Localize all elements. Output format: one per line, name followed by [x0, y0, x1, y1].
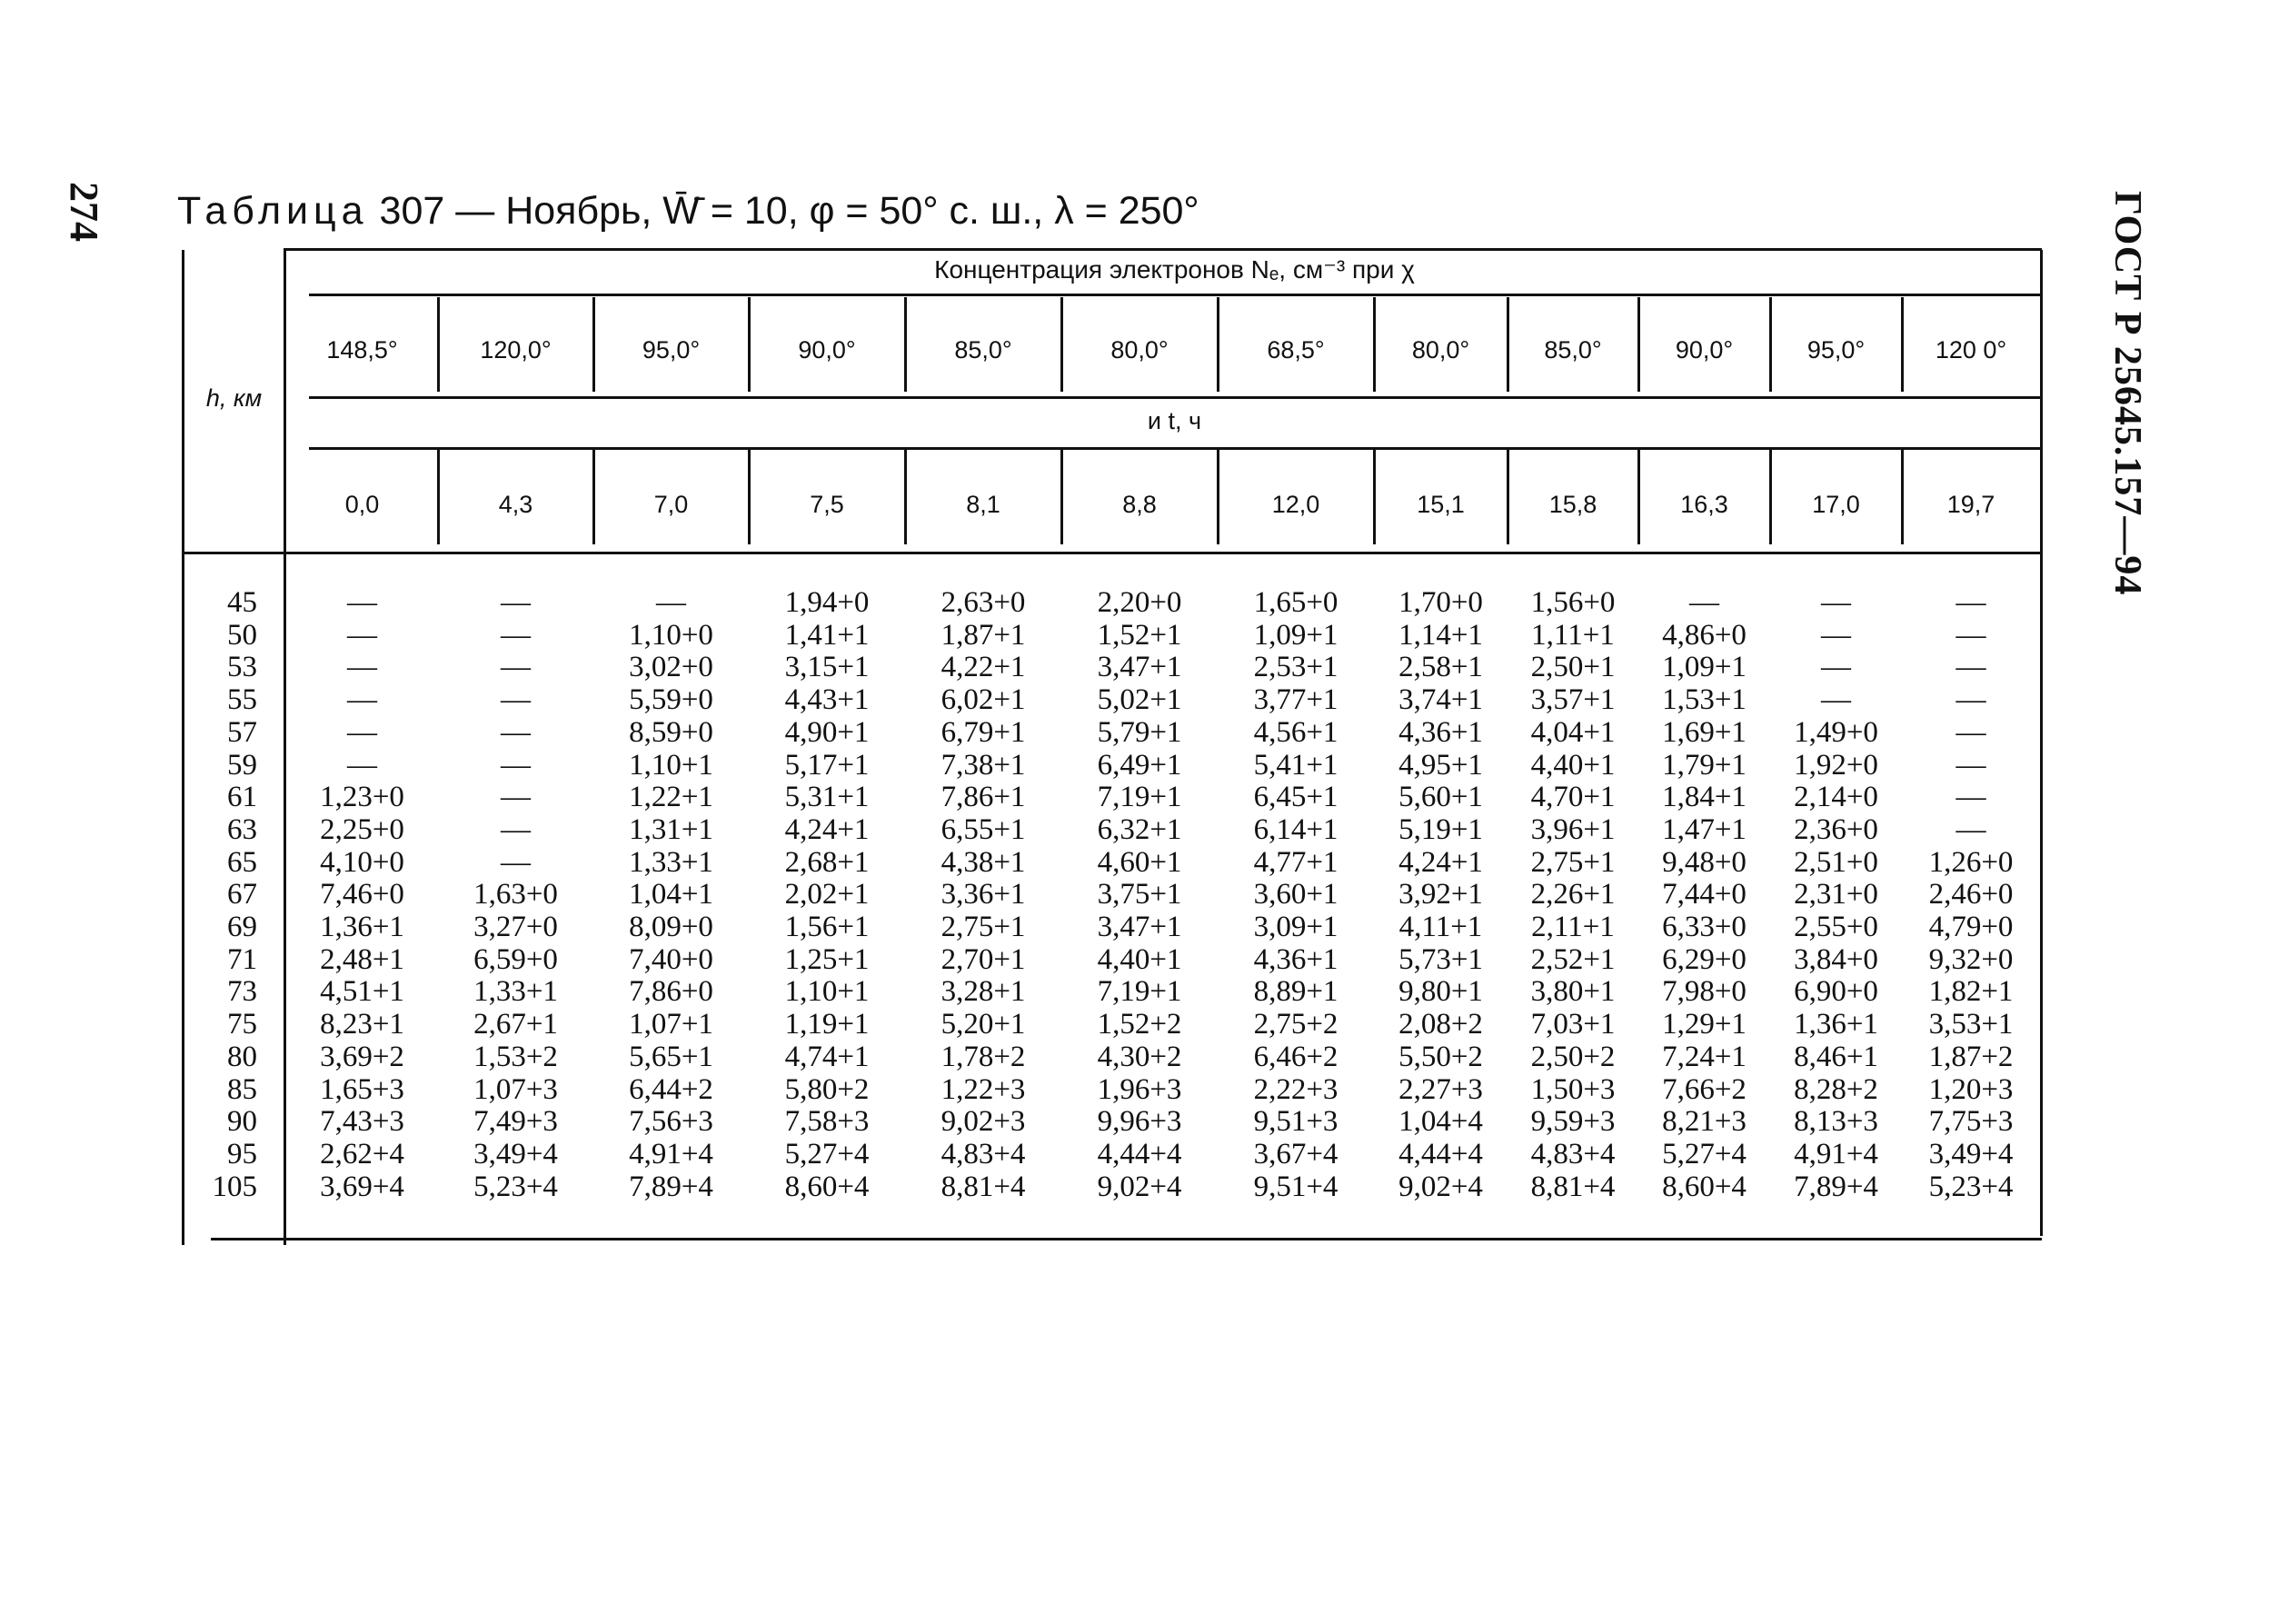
- density-cell: 5,41+1: [1253, 749, 1339, 782]
- density-cell: 1,09+1: [1253, 619, 1339, 652]
- density-cell: 5,50+2: [1398, 1041, 1483, 1073]
- density-cell: 4,95+1: [1398, 749, 1483, 782]
- density-cell: 6,33+0: [1662, 911, 1747, 943]
- density-cell: 1,22+1: [629, 781, 713, 813]
- density-cell: 3,02+0: [629, 651, 713, 683]
- density-cell: 8,28+2: [1794, 1073, 1878, 1106]
- density-cell: 2,50+2: [1530, 1041, 1616, 1073]
- density-cell: 8,21+3: [1662, 1105, 1747, 1138]
- density-cell: 3,36+1: [940, 878, 1026, 911]
- h-value-cell: 73: [227, 975, 257, 1008]
- density-cell: —: [1821, 683, 1851, 716]
- density-cell: 1,56+1: [784, 911, 870, 943]
- h-value-cell: 61: [227, 781, 257, 813]
- h-value-cell: 105: [212, 1171, 257, 1203]
- density-cell: 1,65+0: [1253, 586, 1339, 619]
- h-value-cell: 55: [227, 683, 257, 716]
- density-cell: —: [1956, 749, 1986, 782]
- density-cell: 6,79+1: [940, 716, 1026, 749]
- density-cell: 1,94+0: [784, 586, 870, 619]
- density-cell: 1,82+1: [1928, 975, 2014, 1008]
- density-cell: —: [1956, 683, 1986, 716]
- header-column-divider: [1637, 297, 1640, 392]
- density-cell: 3,09+1: [1253, 911, 1339, 943]
- density-cell: 7,49+3: [473, 1105, 558, 1138]
- density-cell: 4,90+1: [784, 716, 870, 749]
- chi-value-cell: 95,0°: [642, 336, 701, 364]
- density-cell: 1,36+1: [1794, 1008, 1878, 1041]
- density-cell: 4,40+1: [1097, 943, 1182, 976]
- density-cell: 2,75+2: [1253, 1008, 1339, 1041]
- density-cell: 4,24+1: [784, 813, 870, 846]
- density-cell: 3,77+1: [1253, 683, 1339, 716]
- density-cell: 7,89+4: [629, 1171, 713, 1203]
- density-cell: 4,22+1: [940, 651, 1026, 683]
- h-value-cell: 90: [227, 1105, 257, 1138]
- density-cell: —: [1689, 586, 1719, 619]
- chi-value-cell: 68,5°: [1267, 336, 1325, 364]
- density-cell: 1,33+1: [629, 846, 713, 879]
- density-cell: 3,53+1: [1928, 1008, 2014, 1041]
- density-cell: 3,27+0: [473, 911, 558, 943]
- density-cell: 1,10+0: [629, 619, 713, 652]
- density-cell: 2,25+0: [320, 813, 404, 846]
- density-cell: 4,04+1: [1530, 716, 1616, 749]
- header-column-divider: [592, 297, 595, 392]
- density-cell: 7,98+0: [1662, 975, 1747, 1008]
- h-header: h, км: [205, 384, 263, 412]
- density-cell: 1,29+1: [1662, 1008, 1747, 1041]
- density-cell: 4,38+1: [940, 846, 1026, 879]
- density-cell: —: [1956, 781, 1986, 813]
- density-cell: —: [1821, 586, 1851, 619]
- density-cell: 1,56+0: [1530, 586, 1616, 619]
- density-cell: 6,02+1: [940, 683, 1026, 716]
- h-value-cell: 85: [227, 1073, 257, 1106]
- density-cell: 3,75+1: [1097, 878, 1182, 911]
- h-value-cell: 59: [227, 749, 257, 782]
- header-column-divider: [437, 297, 440, 392]
- density-cell: 2,36+0: [1794, 813, 1878, 846]
- density-cell: —: [501, 586, 531, 619]
- density-cell: 4,86+0: [1662, 619, 1747, 652]
- h-value-cell: 53: [227, 651, 257, 683]
- density-cell: 6,59+0: [473, 943, 558, 976]
- density-cell: 7,58+3: [784, 1105, 870, 1138]
- density-cell: 9,02+4: [1398, 1171, 1483, 1203]
- density-cell: 5,60+1: [1398, 781, 1483, 813]
- density-cell: 3,47+1: [1097, 911, 1182, 943]
- t-value-cell: 7,0: [653, 491, 689, 518]
- density-cell: 2,11+1: [1531, 911, 1615, 943]
- density-cell: 6,55+1: [940, 813, 1026, 846]
- density-cell: 2,27+3: [1398, 1073, 1483, 1106]
- density-cell: 5,19+1: [1398, 813, 1483, 846]
- density-cell: 7,19+1: [1097, 975, 1182, 1008]
- density-cell: 8,60+4: [784, 1171, 870, 1203]
- density-cell: 1,65+3: [320, 1073, 404, 1106]
- density-cell: 2,02+1: [784, 878, 870, 911]
- header-column-divider: [904, 297, 907, 392]
- density-cell: 2,58+1: [1398, 651, 1483, 683]
- density-cell: 5,02+1: [1097, 683, 1182, 716]
- chi-value-cell: 120,0°: [480, 336, 552, 364]
- density-cell: 2,46+0: [1928, 878, 2014, 911]
- density-cell: —: [501, 683, 531, 716]
- density-cell: 9,80+1: [1398, 975, 1483, 1008]
- density-cell: 4,83+4: [940, 1138, 1026, 1171]
- density-cell: —: [1821, 619, 1851, 652]
- density-cell: —: [1956, 716, 1986, 749]
- density-cell: 1,23+0: [320, 781, 404, 813]
- density-cell: 1,07+1: [629, 1008, 713, 1041]
- density-cell: 4,10+0: [320, 846, 404, 879]
- h-value-cell: 95: [227, 1138, 257, 1171]
- density-cell: —: [501, 619, 531, 652]
- t-header-rule: [309, 447, 2040, 450]
- density-cell: 5,73+1: [1398, 943, 1483, 976]
- density-cell: —: [1821, 651, 1851, 683]
- density-cell: —: [347, 586, 377, 619]
- density-cell: 3,28+1: [940, 975, 1026, 1008]
- density-cell: 3,80+1: [1530, 975, 1616, 1008]
- density-cell: 7,24+1: [1662, 1041, 1747, 1073]
- density-cell: 1,41+1: [784, 619, 870, 652]
- density-cell: —: [347, 651, 377, 683]
- header-bottom-rule: [182, 552, 2040, 554]
- density-cell: 6,46+2: [1253, 1041, 1339, 1073]
- density-cell: —: [501, 846, 531, 879]
- density-cell: —: [347, 619, 377, 652]
- density-cell: 7,75+3: [1928, 1105, 2014, 1138]
- chi-value-cell: 148,5°: [326, 336, 398, 364]
- density-cell: 1,49+0: [1794, 716, 1878, 749]
- density-cell: 2,75+1: [940, 911, 1026, 943]
- density-cell: 8,23+1: [320, 1008, 404, 1041]
- density-cell: 5,31+1: [784, 781, 870, 813]
- h-value-cell: 80: [227, 1041, 257, 1073]
- density-cell: 2,50+1: [1530, 651, 1616, 683]
- density-cell: 8,60+4: [1662, 1171, 1747, 1203]
- density-cell: 3,15+1: [784, 651, 870, 683]
- density-cell: 2,22+3: [1253, 1073, 1339, 1106]
- page-number: 274: [62, 182, 106, 242]
- density-cell: 6,49+1: [1097, 749, 1182, 782]
- table-right-border: [2040, 250, 2043, 1236]
- density-cell: 7,86+1: [940, 781, 1026, 813]
- h-value-cell: 45: [227, 586, 257, 619]
- table-bottom-rule: [211, 1238, 2042, 1240]
- density-cell: 4,60+1: [1097, 846, 1182, 879]
- density-cell: 8,46+1: [1794, 1041, 1878, 1073]
- chi-value-cell: 95,0°: [1806, 336, 1866, 364]
- density-cell: 3,84+0: [1794, 943, 1878, 976]
- h-value-cell: 67: [227, 878, 257, 911]
- standard-code: ГОСТ Р 25645.157—94: [2106, 191, 2148, 596]
- density-cell: 4,30+2: [1097, 1041, 1182, 1073]
- density-cell: 2,53+1: [1253, 651, 1339, 683]
- density-cell: 7,40+0: [629, 943, 713, 976]
- density-cell: 4,44+4: [1398, 1138, 1483, 1171]
- density-cell: 1,53+2: [473, 1041, 558, 1073]
- density-cell: 9,59+3: [1530, 1105, 1616, 1138]
- density-cell: 5,65+1: [629, 1041, 713, 1073]
- density-cell: 8,89+1: [1253, 975, 1339, 1008]
- density-cell: —: [1956, 586, 1986, 619]
- density-cell: 9,48+0: [1662, 846, 1747, 879]
- density-cell: 6,14+1: [1253, 813, 1339, 846]
- density-cell: 9,96+3: [1097, 1105, 1182, 1138]
- density-cell: 8,09+0: [629, 911, 713, 943]
- h-value-cell: 75: [227, 1008, 257, 1041]
- density-cell: 1,04+4: [1398, 1105, 1483, 1138]
- density-cell: —: [501, 716, 531, 749]
- density-cell: 3,74+1: [1398, 683, 1483, 716]
- density-cell: 5,23+4: [473, 1171, 558, 1203]
- density-cell: 1,69+1: [1662, 716, 1747, 749]
- density-cell: 4,43+1: [784, 683, 870, 716]
- density-cell: 1,20+3: [1928, 1073, 2014, 1106]
- density-cell: 1,52+1: [1097, 619, 1182, 652]
- density-cell: 5,27+4: [784, 1138, 870, 1171]
- chi-value-cell: 85,0°: [1544, 336, 1602, 364]
- density-cell: —: [501, 781, 531, 813]
- t-value-cell: 7,5: [810, 491, 844, 518]
- density-cell: 7,03+1: [1530, 1008, 1616, 1041]
- density-cell: —: [347, 749, 377, 782]
- t-value-cell: 17,0: [1812, 491, 1860, 518]
- density-cell: 8,81+4: [1530, 1171, 1616, 1203]
- density-cell: 7,43+3: [320, 1105, 404, 1138]
- h-value-cell: 71: [227, 943, 257, 976]
- density-cell: 2,62+4: [320, 1138, 404, 1171]
- density-cell: 2,20+0: [1097, 586, 1182, 619]
- density-cell: 3,96+1: [1530, 813, 1616, 846]
- density-cell: 2,48+1: [320, 943, 404, 976]
- density-cell: 8,13+3: [1794, 1105, 1878, 1138]
- header-column-divider: [748, 297, 751, 392]
- t-value-cell: 12,0: [1271, 491, 1320, 518]
- chi-value-cell: 120 0°: [1935, 336, 2007, 364]
- density-cell: 3,92+1: [1398, 878, 1483, 911]
- density-cell: 1,79+1: [1662, 749, 1747, 782]
- density-cell: 1,87+1: [940, 619, 1026, 652]
- density-cell: 9,51+4: [1253, 1171, 1339, 1203]
- table-caption: [177, 189, 1199, 234]
- density-cell: 4,56+1: [1253, 716, 1339, 749]
- density-cell: 1,47+1: [1662, 813, 1747, 846]
- density-cell: 1,19+1: [784, 1008, 870, 1041]
- caption-rest: 307 — Ноябрь, W̄̄ = 10, φ = 50° с. ш., λ = 250°: [368, 189, 1199, 233]
- chi-value-cell: 90,0°: [1675, 336, 1734, 364]
- density-cell: —: [347, 683, 377, 716]
- density-cell: 7,19+1: [1097, 781, 1182, 813]
- h-value-cell: 65: [227, 846, 257, 879]
- density-cell: 6,44+2: [629, 1073, 713, 1106]
- header-column-divider: [1217, 297, 1219, 392]
- density-cell: —: [501, 749, 531, 782]
- header-column-divider: [1507, 297, 1509, 392]
- density-cell: 1,22+3: [940, 1073, 1026, 1106]
- density-cell: 7,86+0: [629, 975, 713, 1008]
- density-cell: 5,23+4: [1928, 1171, 2014, 1203]
- density-cell: 6,90+0: [1794, 975, 1878, 1008]
- density-cell: 4,44+4: [1097, 1138, 1182, 1171]
- density-cell: 5,79+1: [1097, 716, 1182, 749]
- density-cell: 1,04+1: [629, 878, 713, 911]
- h-value-cell: 57: [227, 716, 257, 749]
- density-cell: 2,08+2: [1398, 1008, 1483, 1041]
- density-cell: 4,70+1: [1530, 781, 1616, 813]
- density-cell: 1,53+1: [1662, 683, 1747, 716]
- density-cell: 2,63+0: [940, 586, 1026, 619]
- density-cell: 3,69+4: [320, 1171, 404, 1203]
- caption-prefix: Таблица: [177, 189, 369, 233]
- density-cell: 2,55+0: [1794, 911, 1878, 943]
- density-cell: —: [1956, 813, 1986, 846]
- density-cell: 2,51+0: [1794, 846, 1878, 879]
- density-cell: 1,63+0: [473, 878, 558, 911]
- table-left-border: [182, 250, 184, 1245]
- density-cell: 6,29+0: [1662, 943, 1747, 976]
- density-cell: 7,44+0: [1662, 878, 1747, 911]
- density-cell: 2,70+1: [940, 943, 1026, 976]
- density-cell: —: [347, 716, 377, 749]
- density-cell: 8,81+4: [940, 1171, 1026, 1203]
- density-cell: 6,32+1: [1097, 813, 1182, 846]
- density-cell: 1,78+2: [940, 1041, 1026, 1073]
- density-cell: 5,17+1: [784, 749, 870, 782]
- density-cell: 1,52+2: [1097, 1008, 1182, 1041]
- density-cell: —: [501, 813, 531, 846]
- table-top-rule: [284, 248, 2042, 251]
- density-cell: 1,50+3: [1530, 1073, 1616, 1106]
- density-cell: 2,26+1: [1530, 878, 1616, 911]
- density-cell: 9,32+0: [1928, 943, 2014, 976]
- density-cell: 3,60+1: [1253, 878, 1339, 911]
- density-cell: 1,26+0: [1928, 846, 2014, 879]
- t-header: и t, ч: [1147, 407, 1202, 434]
- density-cell: 3,57+1: [1530, 683, 1616, 716]
- density-cell: 1,09+1: [1662, 651, 1747, 683]
- t-value-cell: 15,1: [1417, 491, 1465, 518]
- header-column-divider: [1373, 297, 1376, 392]
- density-cell: 4,79+0: [1928, 911, 2014, 943]
- density-cell: 1,36+1: [320, 911, 404, 943]
- density-cell: 2,67+1: [473, 1008, 558, 1041]
- header-column-divider: [1769, 297, 1772, 392]
- density-cell: 1,84+1: [1662, 781, 1747, 813]
- h-value-cell: 69: [227, 911, 257, 943]
- density-cell: 2,68+1: [784, 846, 870, 879]
- chi-value-cell: 85,0°: [954, 336, 1012, 364]
- density-cell: 4,40+1: [1530, 749, 1616, 782]
- density-cell: 1,10+1: [629, 749, 713, 782]
- density-cell: 3,69+2: [320, 1041, 404, 1073]
- density-cell: 7,66+2: [1662, 1073, 1747, 1106]
- density-cell: 5,59+0: [629, 683, 713, 716]
- density-cell: 4,91+4: [629, 1138, 713, 1171]
- density-cell: 7,46+0: [320, 878, 404, 911]
- density-cell: 4,77+1: [1253, 846, 1339, 879]
- density-cell: 4,51+1: [320, 975, 404, 1008]
- density-cell: 5,27+4: [1662, 1138, 1747, 1171]
- density-cell: —: [656, 586, 686, 619]
- density-cell: 1,70+0: [1398, 586, 1483, 619]
- density-cell: 5,80+2: [784, 1073, 870, 1106]
- t-value-cell: 0,0: [344, 491, 380, 518]
- chi-value-cell: 90,0°: [798, 336, 856, 364]
- density-cell: 1,31+1: [629, 813, 713, 846]
- density-cell: 1,96+3: [1097, 1073, 1182, 1106]
- t-value-cell: 16,3: [1680, 491, 1728, 518]
- density-cell: 4,24+1: [1398, 846, 1483, 879]
- density-cell: 1,87+2: [1928, 1041, 2014, 1073]
- density-cell: 2,14+0: [1794, 781, 1878, 813]
- header-column-divider: [1060, 297, 1063, 392]
- density-cell: 3,49+4: [1928, 1138, 2014, 1171]
- chi-value-cell: 80,0°: [1110, 336, 1169, 364]
- t-value-cell: 4,3: [498, 491, 533, 518]
- density-cell: 7,56+3: [629, 1105, 713, 1138]
- density-cell: 8,59+0: [629, 716, 713, 749]
- density-cell: 4,11+1: [1398, 911, 1483, 943]
- density-cell: 6,45+1: [1253, 781, 1339, 813]
- density-cell: 4,36+1: [1398, 716, 1483, 749]
- density-cell: 7,38+1: [940, 749, 1026, 782]
- density-cell: 1,33+1: [473, 975, 558, 1008]
- density-cell: 3,47+1: [1097, 651, 1182, 683]
- chi-values-rule: [309, 396, 2040, 399]
- density-cell: 7,89+4: [1794, 1171, 1878, 1203]
- density-cell: 5,20+1: [940, 1008, 1026, 1041]
- density-cell: 9,51+3: [1253, 1105, 1339, 1138]
- density-cell: 4,91+4: [1794, 1138, 1878, 1171]
- density-cell: 1,92+0: [1794, 749, 1878, 782]
- density-cell: 2,75+1: [1530, 846, 1616, 879]
- density-cell: 1,14+1: [1398, 619, 1483, 652]
- h-value-cell: 50: [227, 619, 257, 652]
- density-cell: 9,02+4: [1097, 1171, 1182, 1203]
- density-cell: —: [501, 651, 531, 683]
- chi-header-rule: [309, 294, 2040, 296]
- density-cell: 1,07+3: [473, 1073, 558, 1106]
- density-cell: 3,49+4: [473, 1138, 558, 1171]
- density-cell: 1,11+1: [1531, 619, 1615, 652]
- header-column-divider: [1901, 297, 1904, 392]
- t-value-cell: 19,7: [1946, 491, 1995, 518]
- t-value-cell: 8,8: [1122, 491, 1157, 518]
- t-value-cell: 8,1: [966, 491, 1000, 518]
- density-cell: 4,74+1: [784, 1041, 870, 1073]
- h-value-cell: 63: [227, 813, 257, 846]
- density-cell: —: [1956, 651, 1986, 683]
- density-cell: 4,36+1: [1253, 943, 1339, 976]
- density-cell: 1,10+1: [784, 975, 870, 1008]
- chi-value-cell: 80,0°: [1411, 336, 1470, 364]
- density-cell: 2,31+0: [1794, 878, 1878, 911]
- density-cell: 1,25+1: [784, 943, 870, 976]
- chi-header: Концентрация электронов Nₑ, см⁻³ при χ: [934, 255, 1415, 284]
- density-cell: —: [1956, 619, 1986, 652]
- density-cell: 3,67+4: [1253, 1138, 1339, 1171]
- density-cell: 4,83+4: [1530, 1138, 1616, 1171]
- density-cell: 9,02+3: [940, 1105, 1026, 1138]
- t-value-cell: 15,8: [1548, 491, 1597, 518]
- density-cell: 2,52+1: [1530, 943, 1616, 976]
